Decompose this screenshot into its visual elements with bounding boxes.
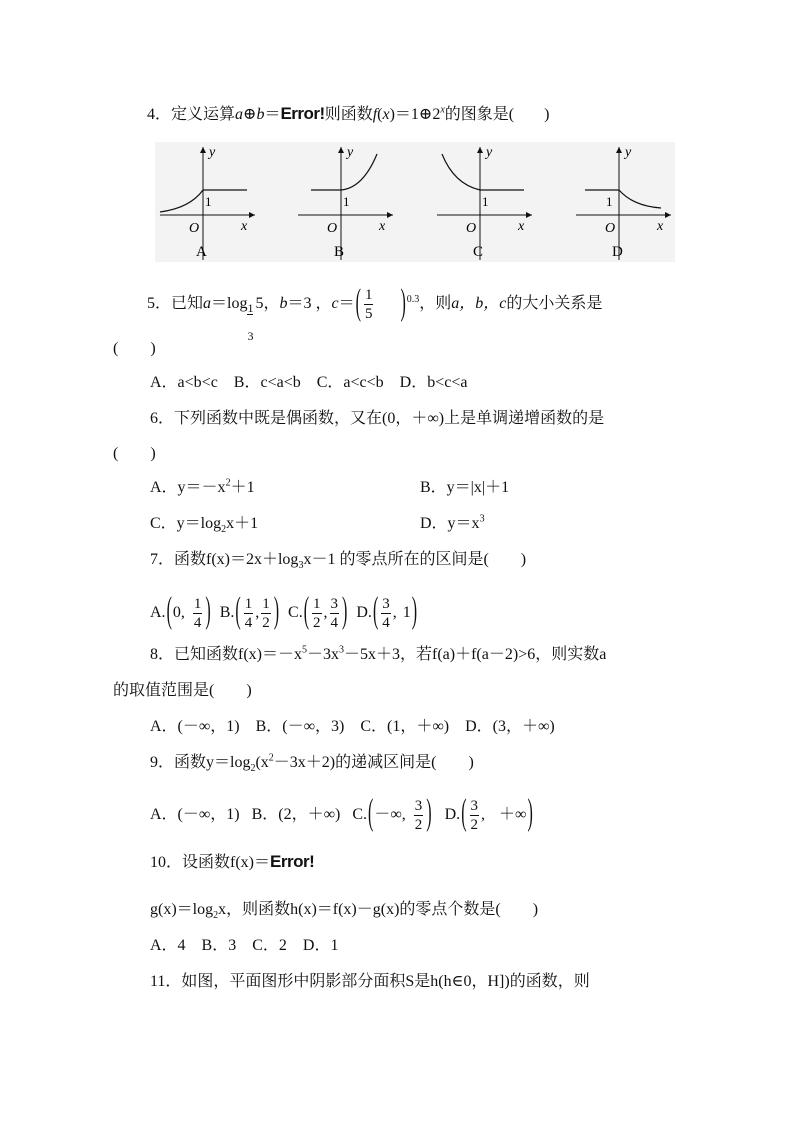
svg-text:1: 1: [205, 194, 212, 209]
axis-y-label: y: [209, 145, 216, 160]
graph-label-d: D: [612, 244, 623, 260]
q9-stem: 9．函数$y=\log_2(x^2-3x+2)$的递减区间是( ): [150, 752, 474, 775]
svg-text:1: 1: [482, 194, 489, 209]
q8-stem: 8．已知函数$f(x)=-x^5-3x^3-5x+3$，若f(a)＋f(a－2)>6，则实数a: [150, 644, 607, 663]
graph-b: [293, 142, 403, 267]
q6-stem: 6．下列函数中既是偶函数，又在(0，＋∞)上是单调递增函数的是: [150, 410, 605, 427]
svg-text:O: O: [466, 221, 477, 236]
svg-text:x: x: [518, 219, 525, 234]
graph-label-c: C: [473, 244, 484, 260]
svg-text:x: x: [379, 219, 386, 234]
q6-option-b: B．y＝|x|＋1: [420, 479, 510, 496]
svg-text:y: y: [486, 145, 493, 160]
svg-text:O: O: [189, 221, 200, 236]
graph-a: [155, 142, 265, 267]
svg-text:1: 1: [343, 194, 350, 209]
q6-option-d: D．$y=x^3$: [420, 513, 485, 532]
svg-text:x: x: [241, 219, 248, 234]
q10-options: A．4 B．3 C．2 D．1: [150, 937, 339, 954]
svg-text:y: y: [625, 145, 632, 160]
q8-stem-cont: 的取值范围是( ): [113, 682, 252, 699]
q9-options: A．(－∞，1) B．(2，＋∞) C. ( －∞, 3 2 ) D. ( 3 2 , ＋∞ ): [150, 794, 533, 834]
svg-text:x: x: [657, 219, 664, 234]
graph-label-b: B: [334, 244, 345, 260]
svg-text:O: O: [327, 221, 338, 236]
q8-options: A．(－∞，1) B．(－∞，3) C．(1，＋∞) D．(3，＋∞): [150, 718, 555, 735]
svg-text:O: O: [605, 221, 616, 236]
svg-text:1: 1: [606, 194, 613, 209]
q5-options: A．a<b<c B．c<a<b C．a<c<b D．b<c<a: [150, 374, 468, 391]
q6-paren: ( ): [113, 445, 156, 462]
svg-text:y: y: [347, 145, 354, 160]
graph-label-a: A: [196, 244, 207, 260]
error-placeholder: Error!: [280, 104, 325, 123]
q10-stem-cont: $g(x)=\log_2x$，则函数h(x)＝f(x)－g(x)的零点个数是( ): [150, 901, 539, 922]
q10-stem: 10．设函数f(x)＝Error!: [150, 852, 315, 871]
q5-paren: ( ): [113, 340, 156, 357]
q7-stem: 7．函数$f(x)=2x+\log_3x-1$ 的零点所在的区间是( ): [150, 551, 527, 572]
q4-stem: 4．定义运算a⊕b＝Error!则函数$f(x)=1\oplus 2^x$的图象是( ): [147, 104, 550, 123]
q5-stem: 5．已知a＝log $\frac{1}{3}$ 5，b＝3 ，c＝( $\frac{1}{5}$ )$^{0.3}$，则a，b，c的大小关系是: [147, 283, 603, 344]
q6-option-a: A．$y=-x^2+1$: [150, 477, 255, 496]
q6-option-c: C．$y=\log_2x+1$: [150, 515, 259, 536]
error-placeholder: Error!: [270, 852, 315, 871]
q7-options: A. ( 0, 1 4 ) B. ( 1 4 , 1 2 ) C. ( 1 2 , 3 4 ) D. ( 3 4 , 1 ): [150, 592, 418, 632]
q11-stem: 11．如图，平面图形中阴影部分面积S是h(h∈0，H])的函数，则: [150, 973, 590, 990]
graph-d: [571, 142, 681, 267]
graph-c: [432, 142, 542, 267]
